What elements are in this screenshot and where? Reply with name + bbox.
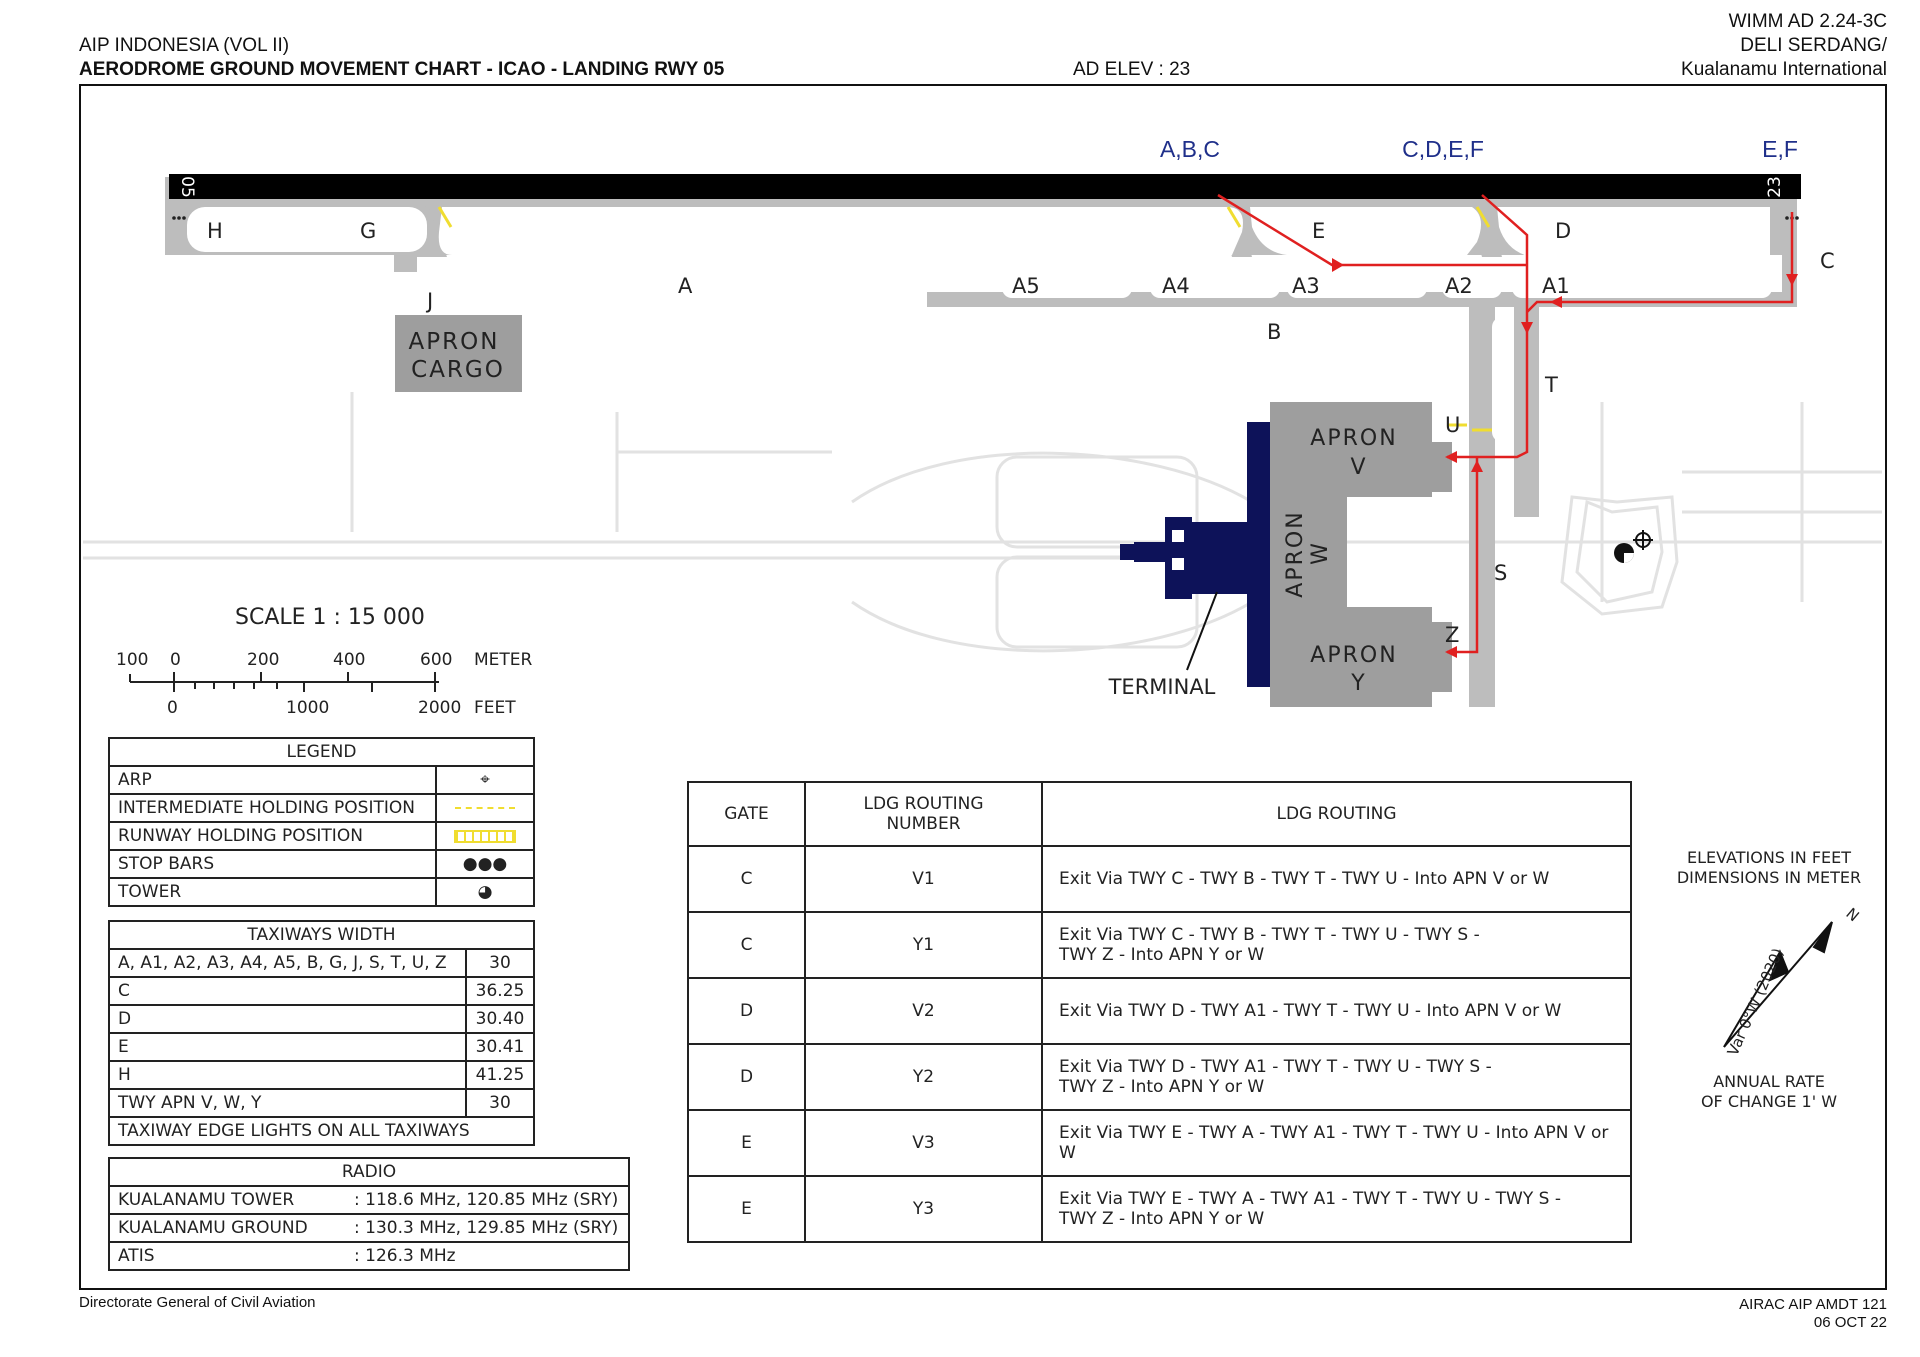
radio-title: RADIO (109, 1158, 629, 1186)
legend-title: LEGEND (109, 738, 534, 766)
routing-route: Exit Via TWY E - TWY A - TWY A1 - TWY T - TWY U - Into APN V or W (1042, 1110, 1631, 1176)
routing-header-route: LDG ROUTING (1042, 782, 1631, 846)
annual-rate-note (1671, 1072, 1867, 1112)
taxiway-edge-lights-note: TAXIWAY EDGE LIGHTS ON ALL TAXIWAYS (109, 1117, 534, 1145)
terminal-leader (1187, 592, 1217, 670)
page-id: WIMM AD 2.24-3C (1728, 11, 1887, 32)
taxiway-width-value: 36.25 (466, 977, 534, 1005)
apron-w-label-1: APRON (1283, 510, 1308, 598)
apron-y-label-2: Y (1351, 671, 1365, 696)
routing-route: Exit Via TWY D - TWY A1 - TWY T - TWY U - Into APN V or W (1042, 978, 1631, 1044)
scale-meter-600: 600 (420, 650, 453, 670)
radio-table (108, 1157, 630, 1271)
taxiway-label-d: D (1555, 219, 1572, 243)
routing-number: Y1 (805, 912, 1042, 978)
radio-frequency: : 130.3 MHz, 129.85 MHz (SRY) (346, 1214, 629, 1242)
taxiway-label-b: B (1267, 320, 1282, 344)
radio-frequency: : 126.3 MHz (346, 1242, 629, 1270)
footer-authority: Directorate General of Civil Aviation (79, 1294, 316, 1311)
scale-feet-0: 0 (167, 698, 178, 718)
chart-title: AERODROME GROUND MOVEMENT CHART - ICAO - LANDING RWY 05 (79, 59, 725, 80)
apron-v-label-1: APRON (1310, 426, 1398, 451)
taxiway-label-a3: A3 (1292, 274, 1320, 298)
tower-icon (1614, 543, 1634, 563)
taxiway-label-t: T (1545, 373, 1558, 397)
routing-gate: C (688, 912, 805, 978)
taxiway-label-h: H (207, 219, 223, 243)
taxiway-label-u: U (1445, 413, 1461, 437)
taxiway-width-name: D (109, 1005, 466, 1033)
routing-gate: D (688, 1044, 805, 1110)
routing-number: Y2 (805, 1044, 1042, 1110)
taxiway-width-table (108, 920, 535, 1146)
scale-meter-unit: METER (474, 650, 533, 670)
apron-v-label-2: V (1350, 455, 1366, 480)
scale-meter-400: 400 (333, 650, 366, 670)
taxiway-width-name: H (109, 1061, 466, 1089)
taxiway-width-value: 30.41 (466, 1033, 534, 1061)
taxiway-width-name: A, A1, A2, A3, A4, A5, B, G, J, S, T, U, Z (109, 949, 466, 977)
scale-meter-100: 100 (116, 650, 149, 670)
stop-bars-icon: ●●● (462, 854, 508, 874)
annual-rate-line-2: OF CHANGE 1' W (1700, 1092, 1838, 1111)
exit-label-abc: A,B,C (1159, 136, 1221, 162)
routing-number: V3 (805, 1110, 1042, 1176)
table-row (688, 912, 1631, 978)
dimensions-note: DIMENSIONS IN METER (1676, 868, 1862, 887)
taxiway-label-a: A (678, 274, 693, 298)
intermediate-holding-icon (455, 807, 515, 809)
taxiway-width-name: TWY APN V, W, Y (109, 1089, 466, 1117)
elevations-note: ELEVATIONS IN FEET (1686, 848, 1852, 867)
scale-bar (130, 672, 439, 692)
legend-table (108, 737, 535, 907)
variation-label: Var 0°W (2020) (1723, 945, 1788, 1059)
airport-name: Kualanamu International (1681, 59, 1887, 80)
scale-meter-200: 200 (247, 650, 280, 670)
scale-feet-2000: 2000 (418, 698, 462, 718)
units-note (1671, 848, 1867, 888)
chart-frame (79, 84, 1887, 1290)
runway-end-23: 23 (1765, 176, 1785, 198)
taxiway-label-a4: A4 (1162, 274, 1190, 298)
footer-amendment: AIRAC AIP AMDT 121 (1739, 1296, 1887, 1313)
table-row (688, 978, 1631, 1044)
footer-date: 06 OCT 22 (1813, 1314, 1887, 1331)
table-row (688, 1110, 1631, 1176)
taxiway-label-e: E (1312, 219, 1326, 243)
radio-station: KUALANAMU GROUND (109, 1214, 346, 1242)
taxiway-label-c: C (1820, 249, 1835, 273)
location: DELI SERDANG/ (1740, 35, 1887, 56)
taxiway-width-value: 30 (466, 949, 534, 977)
landing-routing-table (687, 781, 1632, 1243)
table-row (688, 1176, 1631, 1242)
scale-meter-0: 0 (170, 650, 181, 670)
publication-title: AIP INDONESIA (VOL II) (79, 35, 290, 56)
radio-frequency: : 118.6 MHz, 120.85 MHz (SRY) (346, 1186, 629, 1214)
arp-icon (1633, 530, 1653, 550)
taxiway-width-value: 41.25 (466, 1061, 534, 1089)
table-row (688, 1044, 1631, 1110)
routing-gate: E (688, 1176, 805, 1242)
routing-route: Exit Via TWY C - TWY B - TWY T - TWY U - TWY S - TWY Z - Into APN Y or W (1042, 912, 1631, 978)
taxiway-label-z: Z (1445, 623, 1460, 647)
legend-label-arp: ARP (109, 766, 436, 794)
scale-feet-unit: FEET (474, 698, 516, 718)
taxiway-width-value: 30.40 (466, 1005, 534, 1033)
apron-cargo-label-1: APRON (408, 329, 500, 355)
north-label: N (1842, 904, 1863, 926)
routing-header-gate: GATE (688, 782, 805, 846)
radio-station: ATIS (109, 1242, 346, 1270)
taxiway-label-a1: A1 (1542, 274, 1570, 298)
legend-label-tower: TOWER (109, 878, 436, 906)
routing-header-number: LDG ROUTING NUMBER (805, 782, 1042, 846)
runway (169, 174, 1801, 199)
exit-label-ef: E,F (1762, 136, 1798, 162)
taxiway-label-g: G (360, 219, 377, 243)
legend-label-intermediate: INTERMEDIATE HOLDING POSITION (109, 794, 436, 822)
taxiway-width-title: TAXIWAYS WIDTH (109, 921, 534, 949)
taxiway-s (1469, 292, 1495, 707)
taxiway-label-a5: A5 (1012, 274, 1040, 298)
taxiway-width-name: E (109, 1033, 466, 1061)
legend-label-stop-bars: STOP BARS (109, 850, 436, 878)
apron-y-label-1: APRON (1310, 643, 1398, 668)
routing-gate: E (688, 1110, 805, 1176)
taxiway-width-name: C (109, 977, 466, 1005)
scale-title: SCALE 1 : 15 000 (235, 605, 425, 630)
terminal-label: TERMINAL (1108, 675, 1216, 699)
scale-feet-1000: 1000 (286, 698, 330, 718)
legend-label-runway-holding: RUNWAY HOLDING POSITION (109, 822, 436, 850)
routing-route: Exit Via TWY D - TWY A1 - TWY T - TWY U - TWY S - TWY Z - Into APN Y or W (1042, 1044, 1631, 1110)
routing-route: Exit Via TWY C - TWY B - TWY T - TWY U - Into APN V or W (1042, 846, 1631, 912)
tower-icon: ◕ (477, 882, 493, 902)
routing-route: Exit Via TWY E - TWY A - TWY A1 - TWY T - TWY U - TWY S - TWY Z - Into APN Y or W (1042, 1176, 1631, 1242)
exit-label-cdef: C,D,E,F (1402, 136, 1484, 162)
aerodrome-elevation: AD ELEV : 23 (1073, 59, 1191, 80)
routing-gate: D (688, 978, 805, 1044)
table-row (688, 846, 1631, 912)
taxiway-width-value: 30 (466, 1089, 534, 1117)
routing-number: V1 (805, 846, 1042, 912)
taxiway-label-s: S (1494, 561, 1508, 585)
arp-icon: ⌖ (480, 770, 490, 790)
routing-gate: C (688, 846, 805, 912)
runway-holding-icon (454, 830, 516, 843)
apron-cargo-label-2: CARGO (411, 357, 505, 383)
runway-end-05: 05 (177, 176, 197, 198)
taxiway-label-a2: A2 (1445, 274, 1473, 298)
taxiway-label-j: J (427, 289, 434, 313)
radio-station: KUALANAMU TOWER (109, 1186, 346, 1214)
apron-w-label-2: W (1308, 543, 1333, 565)
routing-number: V2 (805, 978, 1042, 1044)
routing-number: Y3 (805, 1176, 1042, 1242)
annual-rate-line-1: ANNUAL RATE (1713, 1072, 1825, 1091)
